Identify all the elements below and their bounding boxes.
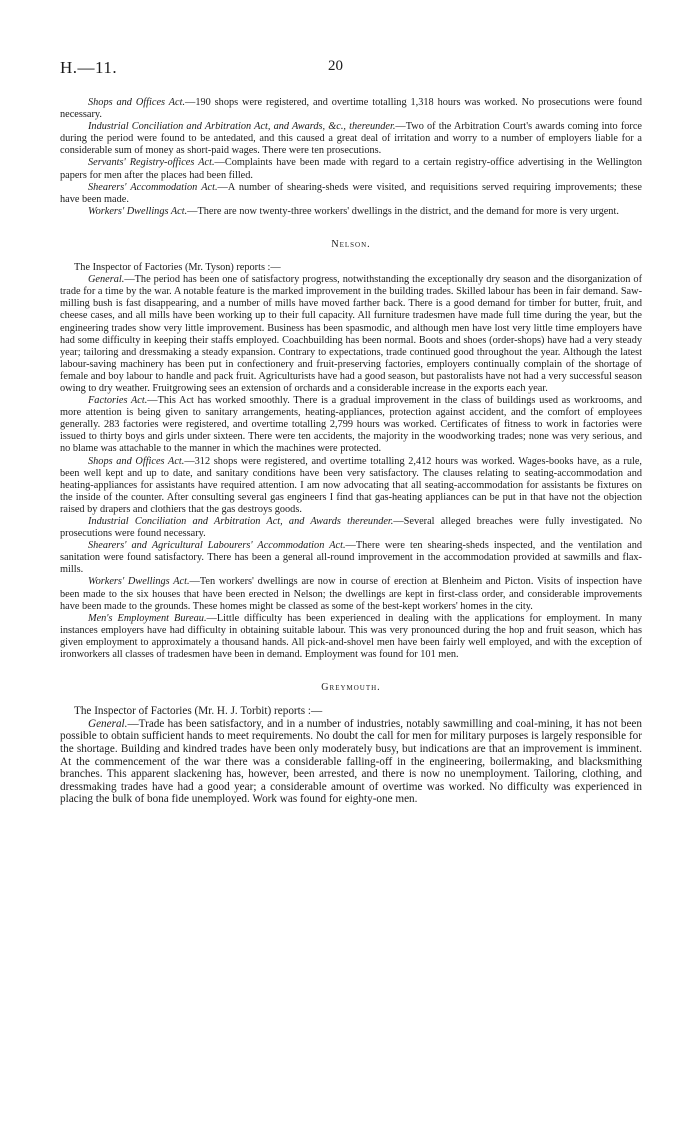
paragraph-text: —There are now twenty-three workers' dwellings in the district, and the demand for more is very urgent. [187, 205, 619, 217]
paragraph-text: —The period has been one of satisfactory progress, notwithstanding the exceptionally dry season and the disorganization of trade for a time by the war. A notable feature is the marked improvement in the building trades. Skilled labour has been in fair demand. Saw-milling bush is fast disappearing, and a number of mills have moved farther back. There is a good demand for timber for butter, fruit, and cheese cases, and all mills have been working up to their full capacity. All furniture tradesmen have made full time during the year, but the engineering trades show very little improvement. Business has been spasmodic, and although men have lost very little time employers have had some difficulty in keeping their staffs employed. Coachbuilding has been normal. Boots and shoes (order-shops) have had a very steady year; tailoring and dressmaking a steady expansion. Contrary to expectations, trade continued good throughout the year. Although the latest labour-saving machinery has been put in confectionery and fruit-preserving factories, employers continually complain of the shortage of female and boy labour to handle and pack fruit. Agriculturists have had a good season, but pastoralists have not had a very successful season owing to dry weather. Fruitgrowing sees an extension of orchards and a considerable increase in the exports each year. [60, 274, 642, 394]
paragraph-shops-offices-wellington [60, 97, 642, 121]
paragraph-heading: Workers' Dwellings Act. [88, 205, 188, 217]
paragraph-text: —Several alleged breaches were fully investigated. No prosecutions were found necessary. [60, 516, 642, 540]
paragraph-heading: General. [88, 717, 128, 730]
paragraph-general-greymouth [60, 718, 642, 806]
paragraph-shearers-nelson [60, 540, 642, 576]
paragraph-shops-offices-nelson [60, 456, 642, 516]
paragraph-arbitration-nelson [60, 516, 642, 540]
paragraph-text: —Complaints have been made with regard to a certain registry-office advertising in the Wellington papers for men after the places had been filled. [60, 157, 643, 181]
paragraph-heading: Men's Employment Bureau. [88, 612, 207, 624]
paragraph-text: —Little difficulty has been experienced in dealing with the applications for employment. In many instances employers have had difficulty in obtaining suitable labour. This was very pronounced during the hop and fruit season, which has given employment to approximately a thousand hands. All pick-and-shovel men have been fairly well employed, and with the exception of ironworkers all classes of tradesmen have been in demand. Employment was found for 101 men. [60, 612, 642, 661]
page-header [60, 58, 640, 82]
paragraph-heading: Servants' Registry-offices Act. [88, 157, 215, 169]
paragraph-dwellings-wellington [60, 206, 642, 218]
paragraph-heading: Shops and Offices Act. [88, 455, 185, 467]
paragraph-registry-wellington [60, 157, 642, 181]
paragraph-text: —Ten workers' dwellings are now in course of erection at Blenheim and Picton. Visits of inspection have been made to the six houses that have been erected in Nelson; the dwellings are kept in first-class order, and considerable improvements have been made to the grounds. These homes might be classed as some of the best-kept workers' homes in the city. [60, 576, 642, 612]
paragraph-text: —190 shops were registered, and overtime totalling 1,318 hours was worked. No prosecutions were found necessary. [60, 97, 642, 121]
paragraph-text: —Two of the Arbitration Court's awards coming into force during the period were found to be antedated, and this caused a great deal of irritation and worry to a number of employers liable for a considerable sum of money as short-paid wages. There were ten prosecutions. [60, 121, 643, 157]
paragraph-employment-bureau-nelson [60, 613, 642, 661]
paragraph-text: —A number of shearing-sheds were visited, and requisitions served requiring improvements; these have been made. [60, 181, 642, 205]
body-text [60, 97, 642, 806]
paragraph-heading: Factories Act. [88, 395, 148, 407]
section-heading-greymouth: Greymouth. [321, 682, 381, 694]
paragraph-text: —There were ten shearing-sheds inspected, and the ventilation and sanitation were found satisfactory. There has been a general all-round improvement in the accommodation provided at sawmills and flax-mills. [60, 540, 642, 576]
paragraph-arbitration-wellington [60, 121, 642, 157]
paragraph-text: —312 shops were registered, and overtime totalling 2,412 hours was worked. Wages-books have, as a rule, been well kept and up to date, and sanitary conditions have been very satisfactory. The clauses relating to seating-accommodation and heating-appliances for assistants have required attention. I am now advocating that all seating-accommodation for assistants be fixtures on the inside of the counter. After consulting several gas engineers I find that gas-heating appliances can be put in that have not the objection raised by drapers and clothiers that the gas destroys goods. [60, 455, 642, 515]
paragraph-factories-nelson [60, 395, 642, 455]
section-greymouth [60, 705, 642, 806]
section-intro-nelson: The Inspector of Factories (Mr. Tyson) reports :— [74, 262, 281, 274]
document-id: H.—11. [60, 58, 118, 77]
section-heading-nelson: Nelson. [331, 238, 371, 250]
paragraph-heading: Shearers' and Agricultural Labourers' Accommodation Act. [88, 540, 346, 552]
paragraph-shearers-wellington [60, 182, 642, 206]
paragraph-dwellings-nelson [60, 576, 642, 612]
section-intro-greymouth: The Inspector of Factories (Mr. H. J. Torbit) reports :— [74, 705, 323, 718]
paragraph-heading: General. [88, 274, 125, 286]
paragraph-general-nelson [60, 274, 642, 395]
paragraph-heading: Industrial Conciliation and Arbitration Act, and Awards, &c., thereunder. [88, 121, 396, 133]
paragraph-text: —Trade has been satisfactory, and in a number of industries, notably sawmilling and coal-mining, it has not been possible to obtain sufficient hands to meet requirements. No doubt the call for men for military purposes is largely responsible for the shortage. Building and kindred trades have been only moderately busy, but indications are that an improvement is imminent. At the commencement of the war there was a considerable falling-off in the engineering, boilermaking, and blacksmithing branches. This apparent slackening has, however, been arrested, and there is now no unemployment. Tailoring, clothing, and dressmaking trades have had a good year; a considerable amount of overtime was worked. No difficulty was experienced in placing the bulk of bona fide unemployed. Work was found for eighty-one men. [60, 717, 642, 806]
paragraph-heading: Industrial Conciliation and Arbitration Act, and Awards thereunder. [88, 516, 394, 527]
paragraph-heading: Shops and Offices Act. [88, 97, 186, 108]
paragraph-text: —This Act has worked smoothly. There is a gradual improvement in the class of buildings used as workrooms, and more attention is being given to sanitary arrangements, heating-appliances, protection against accident, and the comfort of employees generally. 283 factories were registered, and overtime totalling 2,799 hours was worked. Certificates of fitness to work in factories were issued to thirty boys and girls under sixteen. There were ten accidents, the majority in the woodworking trades; none was very serious, and no blame was attachable to the manner in which the machines were protected. [60, 395, 642, 455]
page-number: 20 [328, 58, 343, 74]
paragraph-heading: Workers' Dwellings Act. [88, 576, 190, 588]
paragraph-heading: Shearers' Accommodation Act. [88, 181, 218, 193]
